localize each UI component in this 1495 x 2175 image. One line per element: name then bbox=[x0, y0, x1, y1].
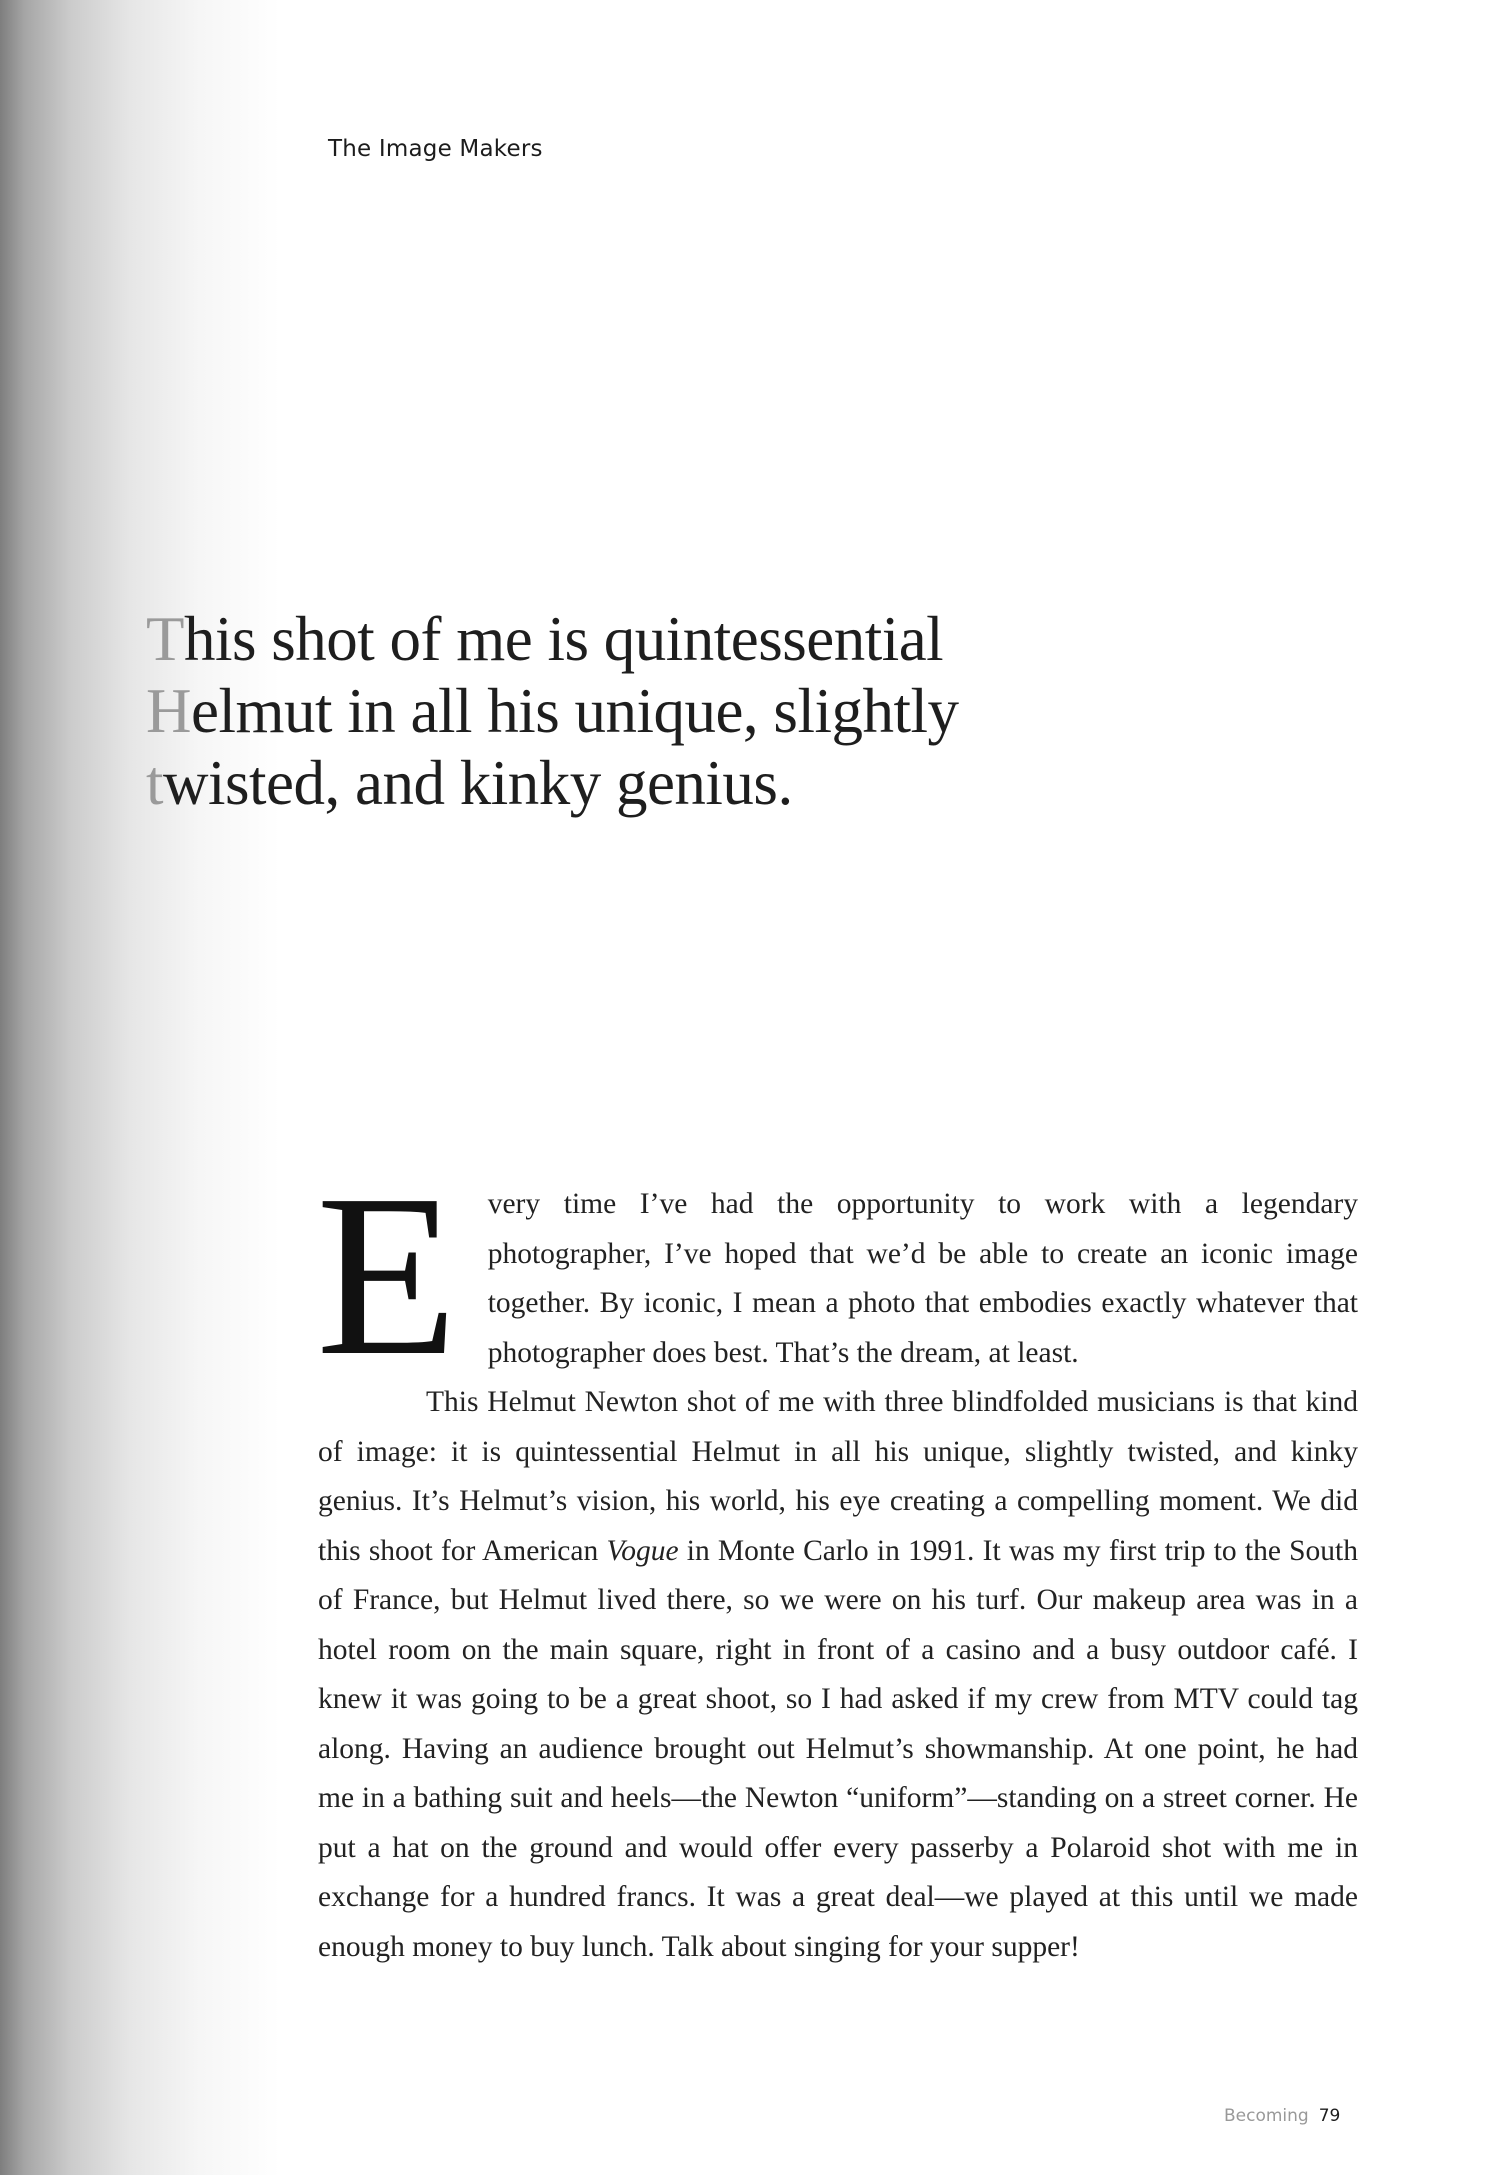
paragraph-2-text: This Helmut Newton shot of me with three blindfolded musicians is that kind of image: it is quintessential Helmut in all his unique, slightly twisted, and kinky genius. It’s Helmut’s vision, his world, his eye creating a compelling moment. We did this shoot for American bbox=[318, 1386, 1358, 1567]
paragraph-2-text-continued: in Monte Carlo in 1991. It was my first trip to the South of France, but Helmut lived there, so we were on his turf. Our makeup area was in a hotel room on the main square, right in front of a casino and a busy outdoor café. I knew it was going to be a great shoot, so I had asked if my crew from MTV could tag along. Having an audience brought out Helmut’s showmanship. At one point, he had me in a bathing suit and heels—the Newton “uniform”—standing on a street corner. He put a hat on the ground and would offer every passerby a Polaroid shot with me in exchange for a hundred francs. It was a great deal—we played at this until we made enough money to buy lunch. Talk about singing for your supper! bbox=[318, 1534, 1358, 1963]
magazine-title: Vogue bbox=[606, 1534, 679, 1567]
article-body bbox=[316, 1147, 1358, 1972]
page-number: 79 bbox=[1318, 2106, 1341, 2126]
paragraph-2 bbox=[318, 1378, 1358, 1972]
paragraph-1: very time I’ve had the opportunity to work with a legendary photographer, I’ve hoped that we’d be able to create an iconic image together. By iconic, I mean a photo that embodies exactly whatever that photographer does best. That’s the dream, at least. bbox=[487, 1188, 1358, 1369]
drop-cap: E bbox=[316, 1147, 458, 1404]
folio-book-title: Becoming bbox=[1224, 2106, 1309, 2126]
pull-quote bbox=[146, 603, 959, 819]
running-head: The Image Makers bbox=[328, 136, 543, 162]
pull-quote-line: This shot of me is quintessential bbox=[146, 604, 944, 674]
folio bbox=[1224, 2106, 1340, 2126]
pull-quote-line: Helmut in all his unique, slightly bbox=[146, 676, 959, 746]
pull-quote-line: twisted, and kinky genius. bbox=[146, 748, 793, 818]
